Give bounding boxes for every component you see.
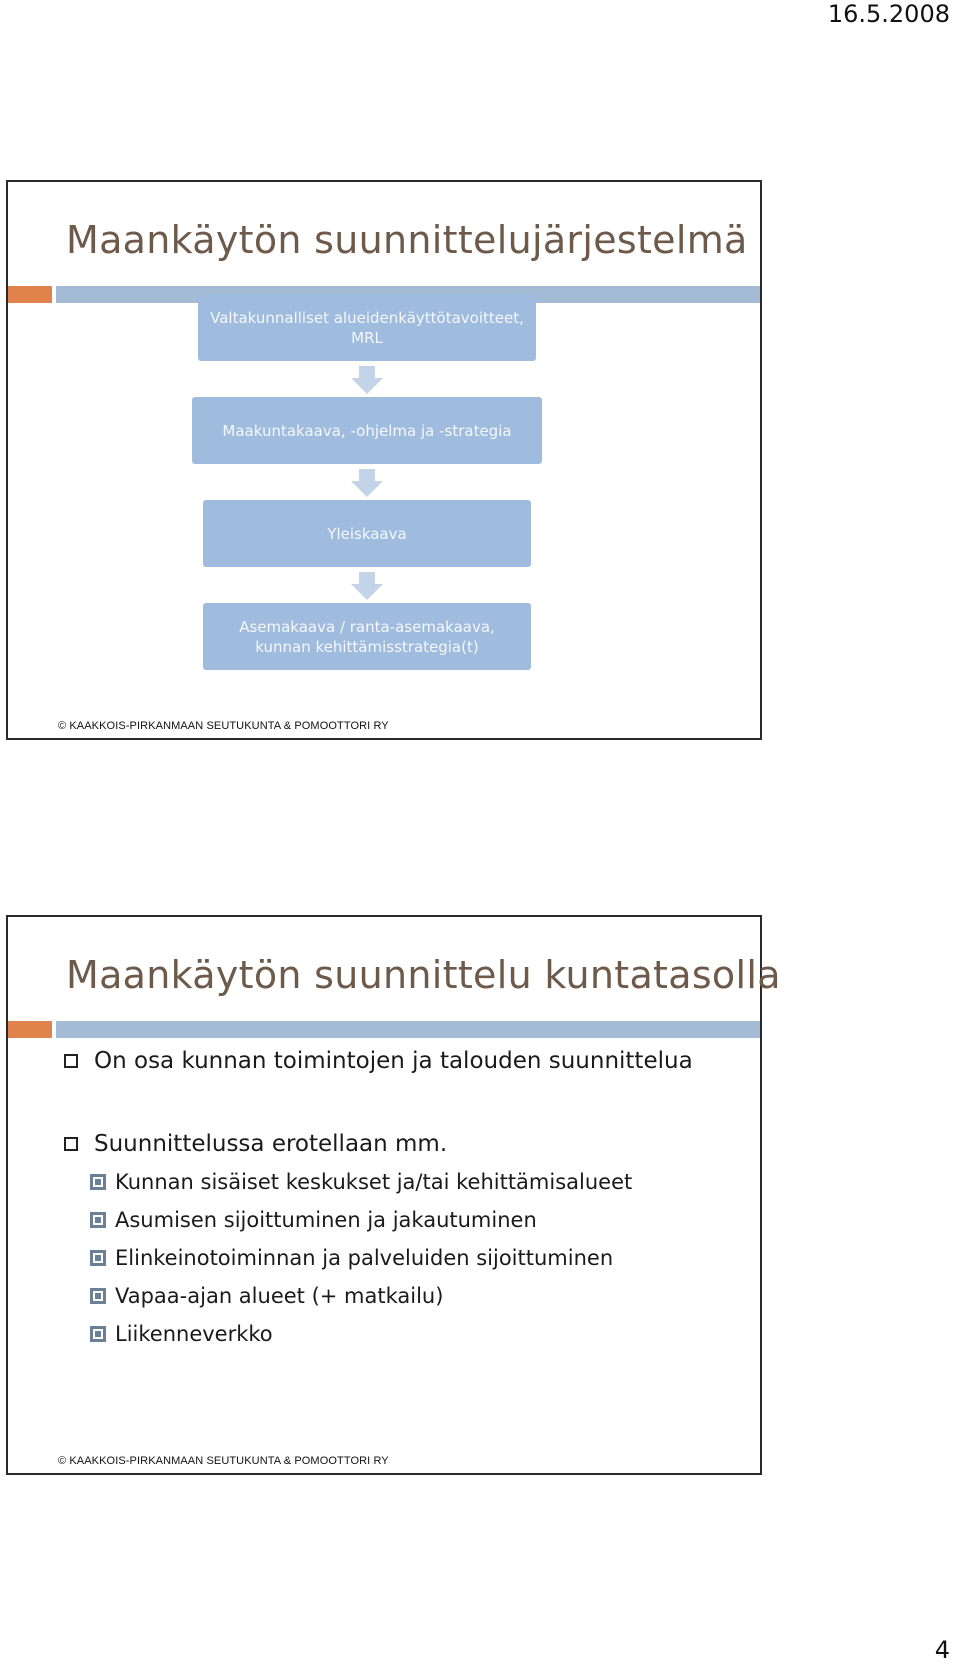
sub-bullet-item: [90, 1246, 613, 1270]
sub-bullet-text: Asumisen sijoittuminen ja jakautuminen: [115, 1208, 537, 1232]
filled-square-bullet-icon: [90, 1212, 106, 1228]
square-bullet-icon: [64, 1054, 78, 1068]
title-accent-bar: [8, 1021, 760, 1038]
bullet-item: [64, 1048, 693, 1074]
bullet-text: On osa kunnan toimintojen ja talouden suunnittelua: [94, 1048, 693, 1074]
sub-bullet-text: Vapaa-ajan alueet (+ matkailu): [115, 1284, 444, 1308]
sub-bullet-item: [90, 1208, 537, 1232]
sub-bullet-item: [90, 1284, 443, 1308]
slide-title: Maankäytön suunnittelu kuntatasolla: [66, 953, 781, 997]
page-date: 16.5.2008: [827, 0, 950, 28]
flow-box-detailed-plan: Asemakaava / ranta-asemakaava, kunnan kehittämisstrategia(t): [203, 603, 531, 670]
down-arrow-icon: [351, 366, 383, 394]
down-arrow-icon: [351, 469, 383, 497]
accent-bar-orange: [8, 1021, 52, 1038]
sub-bullet-item: [90, 1170, 632, 1194]
flow-box-national-goals: Valtakunnalliset alueidenkäyttötavoitteet, MRL: [198, 294, 536, 361]
filled-square-bullet-icon: [90, 1326, 106, 1342]
flow-box-regional-plan: Maakuntakaava, -ohjelma ja -strategia: [192, 397, 542, 464]
flow-box-master-plan: Yleiskaava: [203, 500, 531, 567]
sub-bullet-text: Elinkeinotoiminnan ja palveluiden sijoittuminen: [115, 1246, 614, 1270]
accent-bar-orange: [8, 286, 52, 303]
sub-bullet-item: [90, 1322, 273, 1346]
bullet-text: Suunnittelussa erotellaan mm.: [94, 1131, 448, 1157]
slide-footer: © KAAKKOIS-PIRKANMAAN SEUTUKUNTA & POMOOTTORI RY: [58, 1455, 389, 1467]
filled-square-bullet-icon: [90, 1250, 106, 1266]
square-bullet-icon: [64, 1137, 78, 1151]
bullet-item: [64, 1131, 447, 1157]
filled-square-bullet-icon: [90, 1288, 106, 1304]
filled-square-bullet-icon: [90, 1174, 106, 1190]
slide-title: Maankäytön suunnittelujärjestelmä: [66, 218, 748, 262]
accent-bar-blue: [56, 1021, 760, 1038]
down-arrow-icon: [351, 572, 383, 600]
page-number: 4: [934, 1636, 950, 1664]
sub-bullet-text: Liikenneverkko: [115, 1322, 273, 1346]
sub-bullet-text: Kunnan sisäiset keskukset ja/tai kehittämisalueet: [115, 1170, 633, 1194]
slide-planning-system: [6, 180, 762, 740]
slide-footer: © KAAKKOIS-PIRKANMAAN SEUTUKUNTA & POMOOTTORI RY: [58, 720, 389, 732]
slide-municipal-planning: [6, 915, 781, 1475]
